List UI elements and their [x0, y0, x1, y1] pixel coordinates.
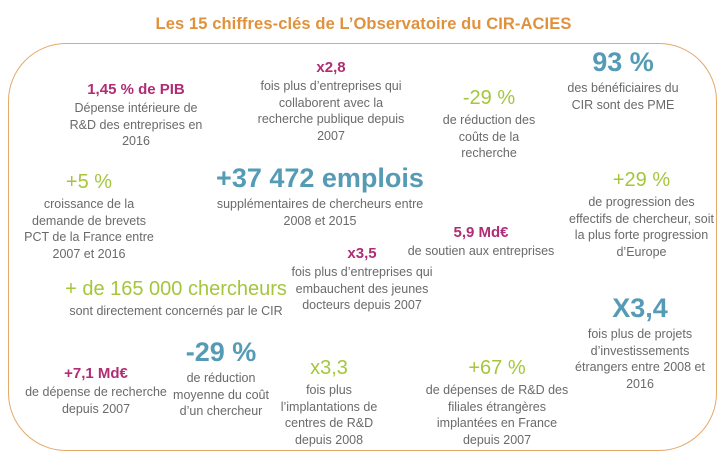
stat-value: x3,3 — [310, 357, 348, 379]
stat-value: +67 % — [468, 357, 526, 379]
stat-pib — [61, 81, 211, 150]
stat-description: des bénéficiaires du CIR sont des PME — [567, 81, 679, 112]
stat-description: de dépenses de R&D des filiales étrangères implantées en France depuis 2007 — [425, 383, 569, 447]
stat-description: supplémentaires de chercheurs entre 2008 et 2015 — [216, 197, 424, 228]
stat-description: croissance de la demande de brevets PCT de la France entre 2007 et 2016 — [24, 197, 154, 261]
stat-description: de réduction moyenne du coût d’un chercheur — [173, 371, 269, 419]
stat-description: fois plus l’implantations de centres de R&D depuis 2008 — [280, 383, 378, 447]
stat-effectifs — [569, 169, 714, 260]
stat-filiales — [424, 357, 570, 448]
stat-value: -29 % — [462, 87, 516, 109]
stat-description: de soutien aux entreprises — [407, 244, 555, 259]
stat-x3-4 — [565, 293, 715, 392]
stat-description: sont directement concernés par le CIR — [69, 304, 283, 318]
stat-description: de réduction des coûts de la recherche — [442, 113, 536, 160]
stat-value: 1,45 % de PIB — [87, 81, 185, 98]
stat-value: 5,9 Md€ — [453, 224, 509, 241]
stat-chercheurs-165000 — [56, 278, 296, 320]
stat-depense-recherche — [18, 365, 174, 417]
stat-value: + de 165 000 chercheurs — [65, 278, 287, 300]
stat-cout-chercheur — [166, 337, 276, 420]
stat-value: +37 472 emplois — [216, 163, 424, 193]
stat-value: +5 % — [65, 171, 113, 193]
stat-description: fois plus de projets d’investissements étrangers entre 2008 et 2016 — [575, 327, 705, 391]
stat-value: -29 % — [185, 337, 257, 367]
stat-value: +29 % — [612, 169, 671, 191]
stat-value: X3,4 — [612, 293, 668, 323]
stat-description: fois plus d’entreprises qui collaborent avec la recherche publique depuis 2007 — [257, 79, 405, 143]
stat-x3-5 — [287, 245, 437, 314]
page-title: Les 15 chiffres-clés de L’Observatoire du CIR-ACIES — [155, 15, 572, 33]
stat-description: de progression des effectifs de chercheur, soit la plus forte progression d’Europe — [569, 195, 714, 259]
stat-description: de dépense de recherche depuis 2007 — [25, 385, 167, 416]
stat-value: 93 % — [592, 47, 654, 77]
stat-description: Dépense intérieure de R&D des entreprises en 2016 — [69, 101, 203, 149]
stat-description: fois plus d’entreprises qui embauchent des jeunes docteurs depuis 2007 — [291, 265, 433, 313]
stat-value: +7,1 Md€ — [64, 365, 128, 382]
stat-value: x2,8 — [316, 59, 346, 76]
stat-brevets — [19, 171, 159, 262]
stat-x2-8 — [256, 59, 406, 144]
stat-x3-3 — [271, 357, 387, 448]
stat-reduction-couts — [434, 87, 544, 162]
stat-value: x3,5 — [347, 245, 377, 262]
stat-pme — [558, 47, 688, 113]
stat-emplois — [205, 163, 435, 229]
